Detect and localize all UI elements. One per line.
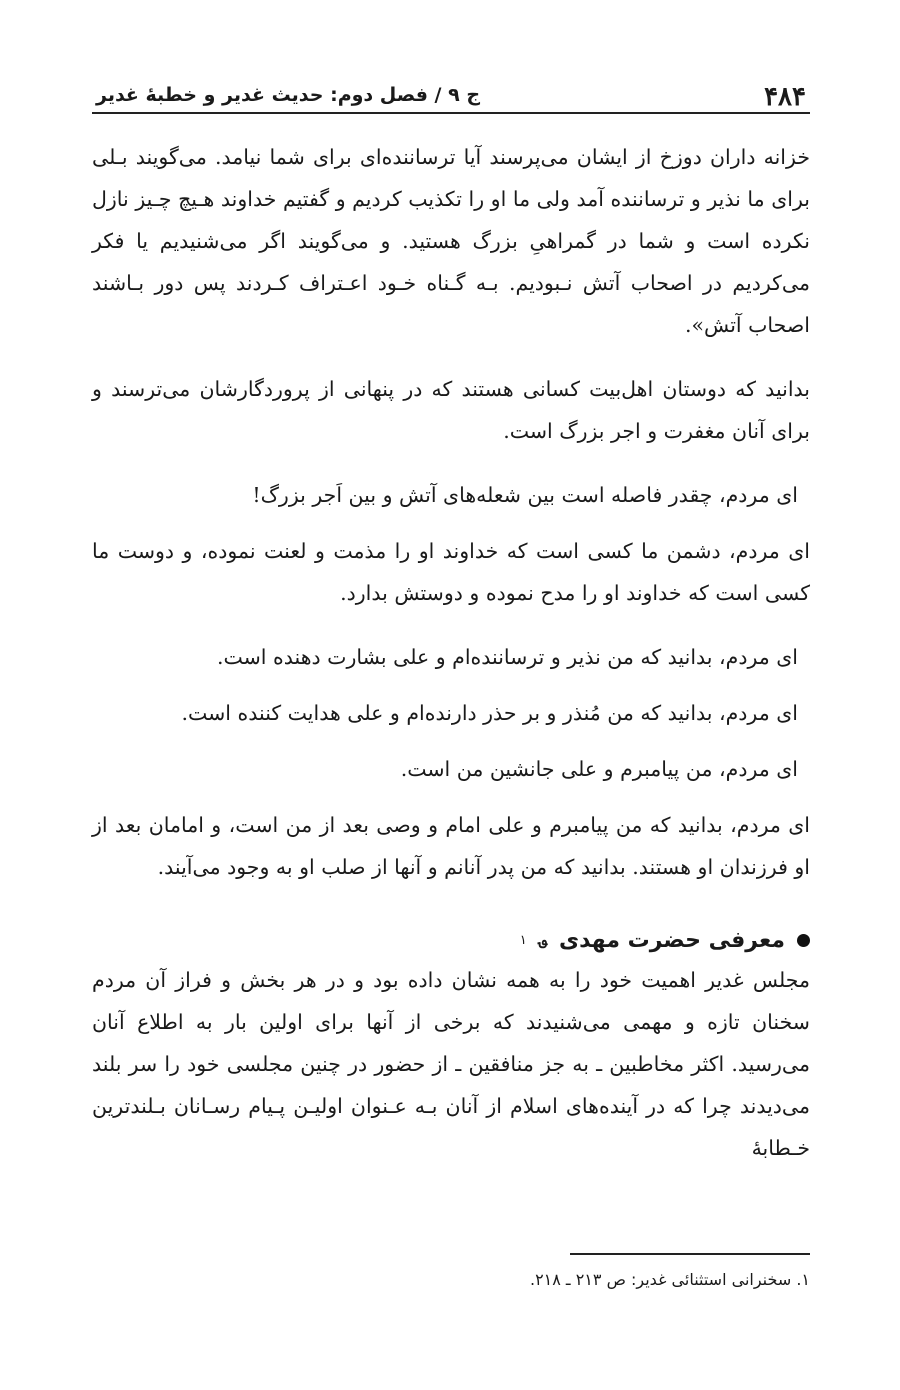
paragraph: ای مردم، چقدر فاصله است بین شعله‌های آتش و بین اَجر بزرگ! [252, 483, 798, 507]
paragraph: ای مردم، دشمن ما کسی است که خداوند او را مذمت و لعنت نموده، و دوست ما کسی است که خداوند او را مدح نموده و دوستش بدارد. [92, 539, 810, 605]
footnote-reference[interactable]: ۱ [519, 933, 527, 948]
page-number: ۴۸۴ [764, 82, 806, 112]
footnote: ۱. سخنرانی استثنائی غدیر: ص ۲۱۳ ـ ۲۱۸. [529, 1270, 810, 1289]
footnote-divider [570, 1253, 810, 1255]
running-title: ج ۹ / فصل دوم: حدیث غدیر و خطبهٔ غدیر [96, 84, 481, 106]
section-title-text: معرفی حضرت مهدی [558, 928, 785, 953]
paragraph: بدانید که دوستان اهل‌بیت کسانی هستند که در پنهانی از پروردگارشان می‌ترسند و برای آنان مغفرت و اجر بزرگ است. [92, 377, 810, 443]
section-paragraph: مجلس غدیر اهمیت خود را به همه نشان داده بود و در هر بخش و فراز آن مردم سخنان تازه و مهمی می‌شنیدند که برخی از آنها برای اولین بار به اطلاع آنان می‌رسید. اکثر مخاطبین ـ به جز منافقین ـ از حضور در چنین مجلسی خود را سر بلند می‌دیدند چرا که در آینده‌های اسلام از آنان بـه عـنوان اولیـن پـیام رسـانان بـلندترین خـطابهٔ [92, 968, 810, 1160]
paragraph: ای مردم، بدانید که من نذیر و ترساننده‌ام و علی بشارت دهنده است. [216, 645, 798, 669]
paragraph: ای مردم، بدانید که من مُنذر و بر حذر دارنده‌ام و علی هدایت کننده است. [181, 701, 798, 725]
paragraph: ای مردم، بدانید که من پیامبرم و علی امام و وصی بعد از من است، و امامان بعد از او فرزندان او هستند. بدانید که من پدر آنانم و آنها از صلب او به وجود می‌آیند. [92, 813, 810, 879]
bullet-icon [797, 934, 810, 947]
page-header [92, 60, 810, 114]
paragraph: خزانه داران دوزخ از ایشان می‌پرسند آیا ترساننده‌ای برای شما نیامد. می‌گویند بـلی برای ما نذیر و ترساننده آمد ولی ما او را تکذیب کردیم و گفتیم خداوند هـیچ چـیز نازل نکرده است و شما در گمراهیِ بزرگ هستید. و می‌گویند اگر می‌شنیدیم یا فکر می‌کردیم در اصحاب آتش نـبودیم. بـه گـناه خـود اعـتراف کـردند پس دور بـاشند اصحاب آتش». [92, 145, 810, 337]
book-page [92, 60, 810, 1191]
page-body [92, 136, 810, 1169]
paragraph: ای مردم، من پیامبرم و علی جانشین من است. [400, 757, 798, 781]
honorific-glyph: ؈ [538, 932, 547, 949]
section-heading [92, 928, 810, 953]
